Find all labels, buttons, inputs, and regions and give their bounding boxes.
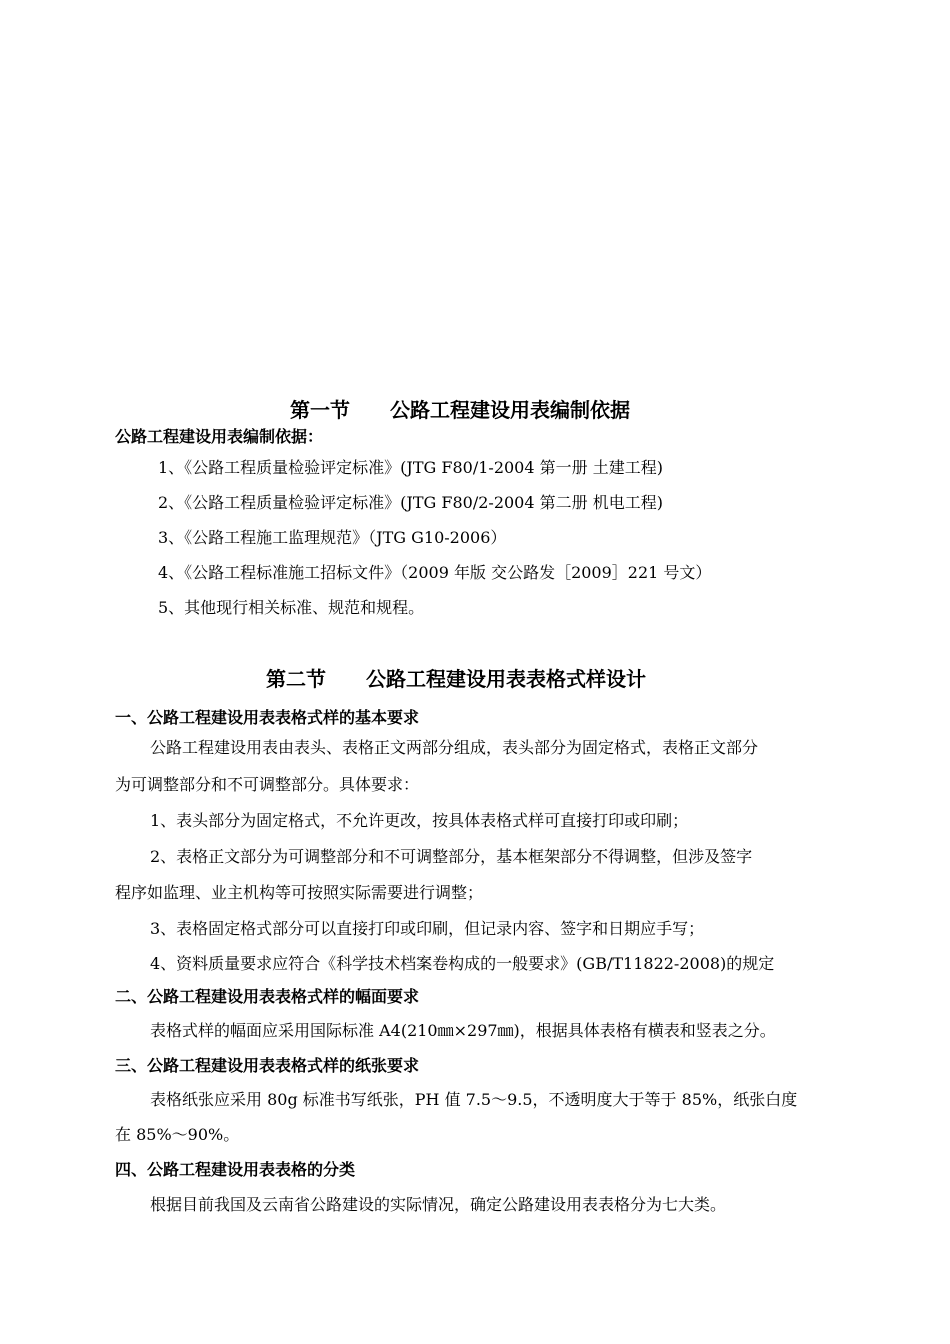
section1-title: 公路工程建设用表编制依据 bbox=[390, 398, 630, 422]
list-item: 1、《公路工程质量检验评定标准》(JTG F80/1-2004 第一册 土建工程) bbox=[158, 458, 663, 477]
paragraph-line: 在 85%～90%。 bbox=[115, 1125, 240, 1144]
list-item: 2、《公路工程质量检验评定标准》(JTG F80/2-2004 第二册 机电工程) bbox=[158, 493, 663, 512]
list-item: 3、《公路工程施工监理规范》（JTG G10-2006） bbox=[158, 528, 507, 547]
paragraph-line: 表格式样的幅面应采用国际标准 A4(210㎜×297㎜)，根据具体表格有横表和竖表之分。 bbox=[150, 1021, 776, 1040]
list-item: 4、《公路工程标准施工招标文件》（2009 年版 交公路发［2009］221 号文） bbox=[158, 563, 712, 582]
requirement-item: 4、资料质量要求应符合《科学技术档案卷构成的一般要求》(GB/T11822-2008)的规定 bbox=[150, 954, 775, 973]
requirement-item: 3、表格固定格式部分可以直接打印或印刷，但记录内容、签字和日期应手写； bbox=[150, 919, 705, 938]
requirement-item: 程序如监理、业主机构等可按照实际需要进行调整； bbox=[115, 883, 484, 902]
part1-heading: 一、公路工程建设用表表格式样的基本要求 bbox=[115, 708, 420, 727]
paragraph-line: 表格纸张应采用 80g 标准书写纸张，PH 值 7.5～9.5，不透明度大于等于 85%，纸张白度 bbox=[150, 1090, 798, 1109]
section2-title: 公路工程建设用表表格式样设计 bbox=[366, 667, 646, 691]
requirement-item: 1、表头部分为固定格式，不允许更改，按具体表格式样可直接打印或印刷； bbox=[150, 811, 689, 830]
section1-subheading: 公路工程建设用表编制依据： bbox=[115, 427, 324, 446]
part2-heading: 二、公路工程建设用表表格式样的幅面要求 bbox=[115, 987, 420, 1006]
paragraph-line: 根据目前我国及云南省公路建设的实际情况，确定公路建设用表表格分为七大类。 bbox=[150, 1195, 727, 1214]
section1-number: 第一节 bbox=[290, 398, 350, 422]
section2-heading bbox=[266, 666, 646, 692]
paragraph-line: 公路工程建设用表由表头、表格正文两部分组成，表头部分为固定格式，表格正文部分 bbox=[150, 738, 759, 757]
part4-heading: 四、公路工程建设用表表格的分类 bbox=[115, 1160, 356, 1179]
section1-heading bbox=[290, 397, 630, 423]
requirement-item: 2、表格正文部分为可调整部分和不可调整部分，基本框架部分不得调整，但涉及签字 bbox=[150, 847, 753, 866]
paragraph-line: 为可调整部分和不可调整部分。具体要求： bbox=[115, 775, 420, 794]
part3-heading: 三、公路工程建设用表表格式样的纸张要求 bbox=[115, 1056, 420, 1075]
section2-number: 第二节 bbox=[266, 667, 326, 691]
list-item: 5、其他现行相关标准、规范和规程。 bbox=[158, 598, 425, 617]
